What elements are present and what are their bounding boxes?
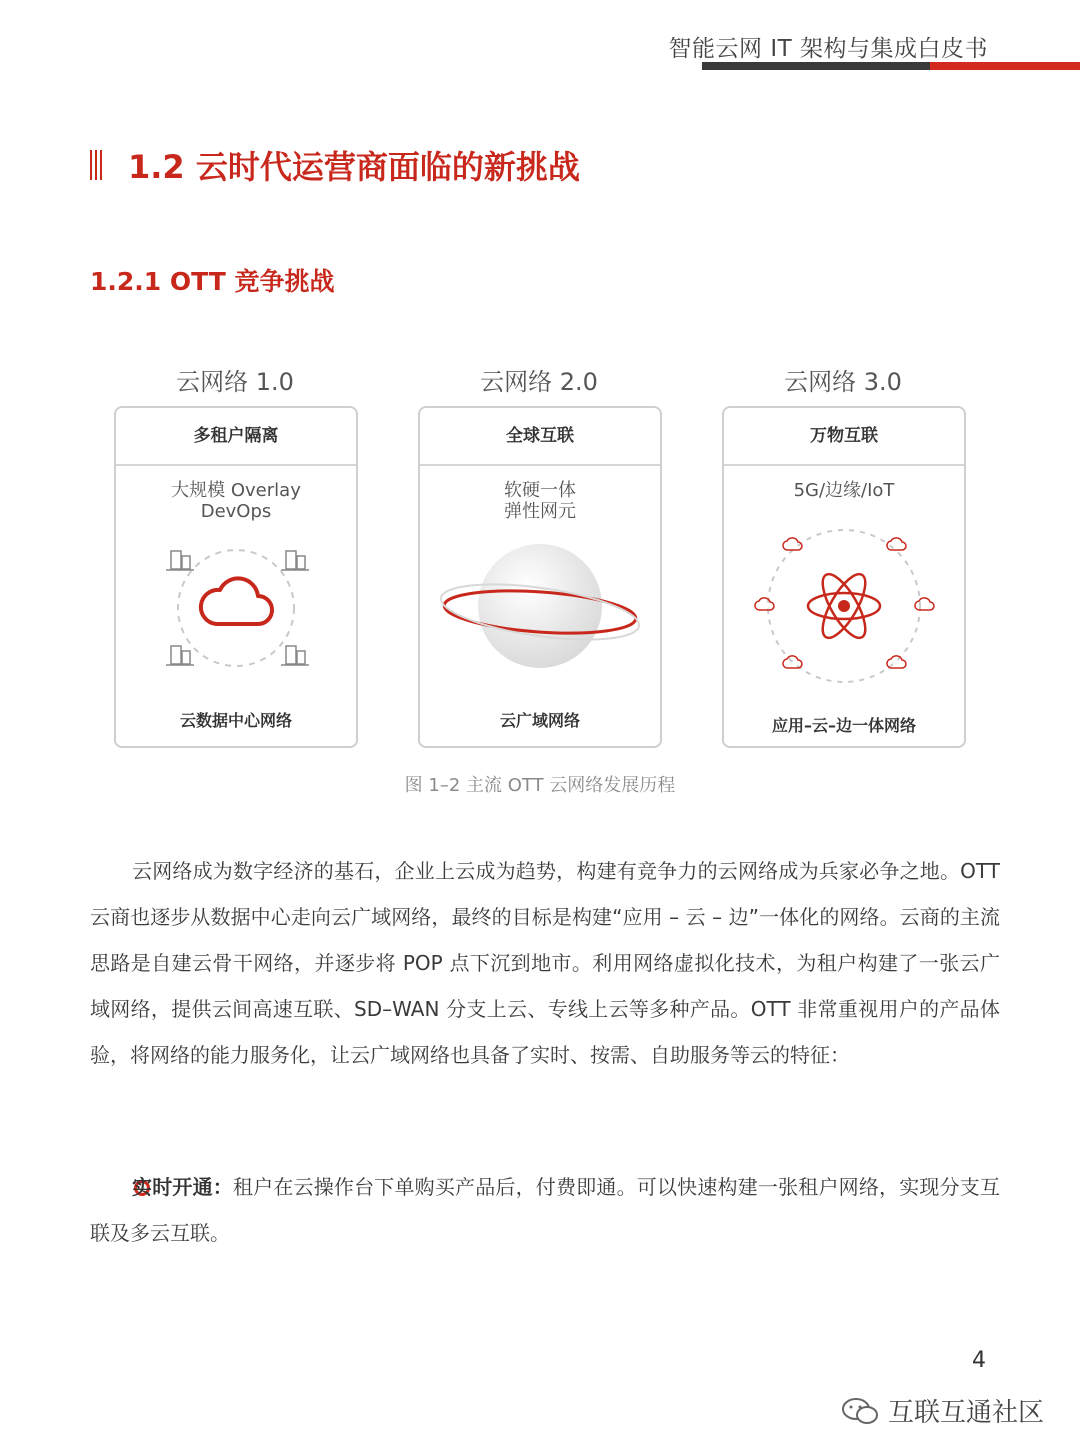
planet-ring-icon bbox=[420, 408, 660, 746]
wechat-icon bbox=[840, 1396, 880, 1426]
header-bar-accent bbox=[930, 62, 1080, 70]
atom-cloud-icon bbox=[724, 408, 964, 746]
figure-column-title-3: 云网络 3.0 bbox=[784, 368, 902, 396]
figure-column-title-2: 云网络 2.0 bbox=[480, 368, 598, 396]
watermark: 互联互通社区 bbox=[888, 1398, 1045, 1428]
cloud-datacenter-icon bbox=[116, 408, 356, 746]
page-number: 4 bbox=[972, 1348, 986, 1373]
card-head-3: 万物互联 bbox=[724, 408, 964, 466]
bullet-label: 实时开通： bbox=[132, 1175, 233, 1199]
card-sub-2-line-2: 弹性网元 bbox=[504, 501, 576, 522]
figure-card-2 bbox=[418, 406, 662, 748]
body-paragraph: 云网络成为数字经济的基石，企业上云成为趋势，构建有竞争力的云网络成为兵家必争之地。OTT 云商也逐步从数据中心走向云广域网络，最终的目标是构建“应用 – 云 – 边”一体化的网络。云商的主流思路是自建云骨干网络，并逐步将 POP 点下沉到地市。利用网络虚拟化技术，为租户构建了一张云广域网络，提供云间高速互联、SD–WAN 分支上云、专线上云等多种产品。OTT 非常重视用户的产品体验，将网络的能力服务化，让云广域网络也具备了实时、按需、自助服务等云的特征： bbox=[90, 859, 1000, 1067]
card-head-1: 多租户隔离 bbox=[116, 408, 356, 466]
section-title: 1.2 云时代运营商面临的新挑战 bbox=[128, 148, 580, 186]
card-foot-1: 云数据中心网络 bbox=[179, 711, 292, 730]
bullet-item bbox=[90, 1164, 1000, 1256]
figure-caption: 图 1–2 主流 OTT 云网络发展历程 bbox=[404, 775, 676, 796]
card-sub-2-line-1: 软硬一体 bbox=[504, 480, 576, 501]
card-head-2: 全球互联 bbox=[420, 408, 660, 466]
figure-card-1 bbox=[114, 406, 358, 748]
card-foot-3: 应用–云–边一体网络 bbox=[771, 716, 916, 735]
card-sub-1-line-2: DevOps bbox=[200, 501, 272, 522]
card-foot-2: 云广域网络 bbox=[499, 711, 580, 730]
bullet-text: 租户在云操作台下单购买产品后，付费即通。可以快速构建一张租户网络，实现分支互联及多云互联。 bbox=[90, 1175, 1001, 1245]
card-sub-1-line-1: 大规模 Overlay bbox=[171, 480, 301, 501]
header-title: 智能云网 IT 架构与集成白皮书 bbox=[668, 36, 988, 62]
section-marker bbox=[90, 150, 102, 180]
figure-column-title-1: 云网络 1.0 bbox=[176, 368, 294, 396]
card-sub-3-line-1: 5G/边缘/IoT bbox=[793, 480, 895, 501]
subsection-title: 1.2.1 OTT 竞争挑战 bbox=[90, 267, 335, 296]
figure-card-3 bbox=[722, 406, 966, 748]
